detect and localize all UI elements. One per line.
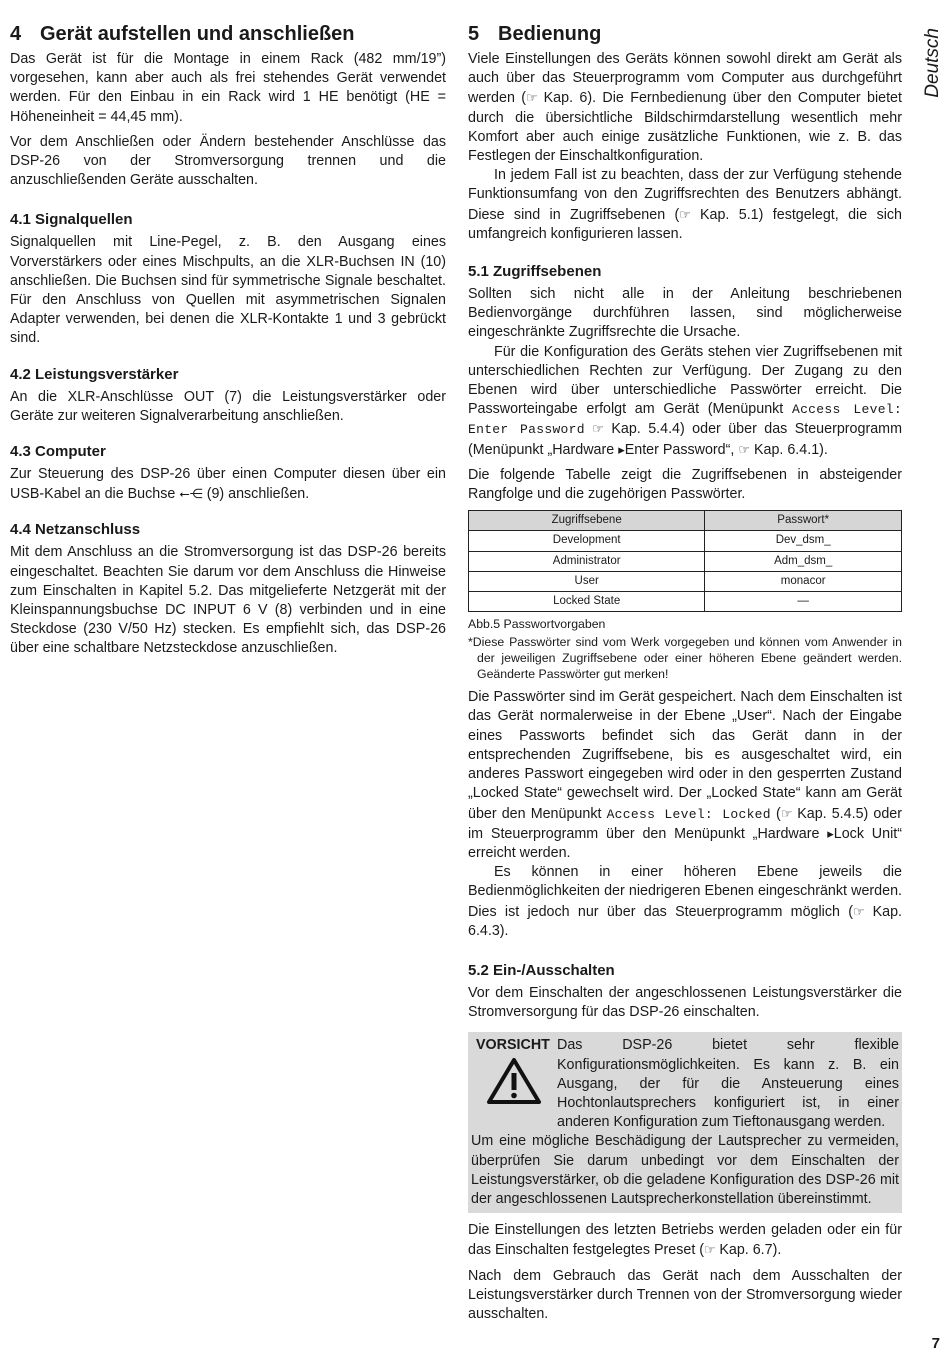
- table-caption: Abb.5 Passwortvorgaben: [468, 617, 606, 632]
- usb-icon: ⭠⋲: [179, 486, 203, 502]
- paragraph: Vor dem Einschalten der angeschlossenen Leistungsverstärker die Stromversorgung für das DSP-26 einschalten.: [468, 984, 902, 1021]
- text: Es können in einer höheren Ebene jeweils die Bedienmöglichkeiten der niedrigeren Ebenen eingeschränkt werden. Dies ist jedoch nur über das Steuerprogramm möglich (: [468, 864, 902, 920]
- text: (: [770, 805, 781, 822]
- paragraph: Die folgende Tabelle zeigt die Zugriffsebenen in absteigender Rangfolge und die zugehörigen Passwörter.: [468, 466, 902, 503]
- column-header: Zugriffsebene: [469, 511, 705, 531]
- warning-triangle-icon: [486, 1056, 542, 1106]
- menu-item-text: Access Level: Enter Password: [468, 402, 902, 438]
- caution-text: Das DSP-26 bietet sehr flexible Konfigurationsmöglichkeiten. Es kann z. B. ein Ausgang, der für die Ansteuerung eines Hochtonlautsprechers konfiguriert ist, in einer anderen Konfiguration zum Tieftonausgang werden.: [557, 1037, 899, 1131]
- table-cell: Development: [469, 531, 705, 551]
- section-4-heading: [10, 22, 446, 46]
- section-5-2-heading: 5.2 Ein-/Ausschalten: [468, 961, 615, 979]
- pointing-hand-icon: ☞: [852, 903, 873, 919]
- footnote: *Diese Passwörter sind vom Werk vorgegeben und können vom Anwender in der jeweiligen Zugriffsebene oder einer höheren Ebene geändert werden. Geänderte Passwörter gut merken!: [468, 635, 902, 682]
- paragraph: [468, 688, 902, 863]
- menu-item-text: Access Level: Locked: [606, 806, 771, 822]
- language-label: Deutsch: [922, 28, 943, 98]
- text: Die Passwörter sind im Gerät gespeichert. Nach dem Einschalten ist das Gerät normalerweise in der Ebene „User“. Nach der Eingabe eines Passworts befindet sich das Gerät dann in der entsprechenden Zugriffsebene, bis es ausgeschaltet wird, ein anderes Passwort eingegeben wird oder in den gesperrten Zustand „Locked State“ gewechselt wird. Der „Locked State“ kann am Gerät über den Menüpunkt: [468, 689, 902, 822]
- paragraph: Mit dem Anschluss an die Stromversorgung ist das DSP-26 bereits eingeschaltet. Beachten Sie darum vor dem Anschluss die Hinweise zum Einschalten in Kapitel 5.2. Das mitgelieferte Netzgerät mit der Kleinspannungsbuchse DC INPUT 6 V (8) verbinden und in eine Steckdose (230 V/50 Hz) stecken. Es empfiehlt sich, das DSP-26 über eine schaltbare Netzsteckdose anzuschließen.: [10, 544, 446, 657]
- pointing-hand-icon: ☞: [592, 421, 604, 437]
- text: Lock Unit“ erreicht werden.: [468, 825, 902, 861]
- table-cell: Adm_dsm_: [705, 551, 902, 571]
- right-column: [468, 22, 902, 1330]
- paragraph: Das Gerät ist für die Montage in einem Rack (482 mm/19”) vorgesehen, kann aber auch als frei stehendes Gerät verwendet werden. Für den Einbau in ein Rack wird 1 HE benötigt (HE = Höheneinheit = 44,45 mm).: [10, 51, 446, 125]
- table-cell: Locked State: [469, 592, 705, 612]
- text: Die Einstellungen des letzten Betriebs werden geladen oder ein für das Einschalten festgelegtes Preset (: [468, 1222, 902, 1259]
- table-row: [469, 551, 902, 571]
- paragraph: Signalquellen mit Line-Pegel, z. B. den Ausgang eines Vorverstärkers oder eines Mischpults, an die XLR-Buchsen IN (10) anschließen. Die Buchsen sind für symmetrische Signale beschaltet. Für den Anschluss von Quellen mit asymmetrischen Signalen Adapter verwenden, bei denen die XLR-Kontakte 1 und 3 gebrückt sind.: [10, 234, 446, 347]
- text: Viele Einstellungen des Geräts können sowohl direkt am Gerät als auch über das Steuerprogramm vom Computer aus durchgeführt werden (: [468, 51, 902, 107]
- section-title: Bedienung: [498, 23, 602, 45]
- text: (9) anschließen.: [206, 486, 310, 503]
- paragraph: [468, 343, 902, 460]
- table-row: [469, 592, 902, 612]
- table-cell: Dev_dsm_: [705, 531, 902, 551]
- text: Kap. 6.4.3).: [468, 903, 902, 939]
- pointing-hand-icon: ☞: [780, 805, 798, 821]
- pointing-hand-icon: ☞: [526, 90, 544, 106]
- section-4-3-heading: 4.3 Computer: [10, 443, 106, 461]
- section-4-4-heading: 4.4 Netzanschluss: [10, 521, 141, 539]
- section-title: Gerät aufstellen und anschließen: [40, 23, 355, 45]
- paragraph: Nach dem Gebrauch das Gerät nach dem Ausschalten der Leistungsverstärker durch Trennen von der Stromversorgung wieder ausschalten.: [468, 1267, 902, 1322]
- text: Kap. 6.7).: [719, 1242, 782, 1259]
- password-table: [468, 510, 902, 612]
- pointing-hand-icon: ☞: [738, 441, 750, 457]
- section-5-heading: [468, 22, 902, 46]
- table-cell: Administrator: [469, 551, 705, 571]
- table-cell: —: [705, 592, 902, 612]
- paragraph: Vor dem Anschließen oder Ändern bestehender Anschlüsse das DSP-26 von der Stromversorgung trennen und die anzuschließenden Geräte ausschalten.: [10, 133, 446, 189]
- section-4-2-heading: 4.2 Leistungsverstärker: [10, 365, 179, 383]
- text: Kap. 6). Die Fernbedienung über den Computer bietet durch die übersichtliche Bildschirmdarstellung wesentlich mehr Komfort aber auch einige zusätzliche Funktionen, wie z. B. das Festlegen der Einschaltkonfiguration.: [468, 90, 902, 165]
- paragraph: [468, 166, 902, 244]
- caution-text: Um eine mögliche Beschädigung der Lautsprecher zu vermeiden, überprüfen Sie darum unbedingt vor dem Einschalten der Leistungsverstärker, ob die geladene Konfiguration des DSP-26 mit der angeschlossenen Lautsprecherkonstellation übereinstimmt.: [471, 1133, 899, 1207]
- column-header: Passwort*: [705, 511, 902, 531]
- paragraph: [468, 50, 902, 166]
- table-cell: monacor: [705, 571, 902, 591]
- text: Kap. 5.4.5) oder im Steuerprogramm über den Menüpunkt „Hardware: [468, 805, 903, 842]
- pointing-hand-icon: ☞: [704, 1242, 720, 1258]
- text: Zur Steuerung des DSP-26 über einen Computer diesen über ein USB-Kabel an die Buchse: [10, 466, 446, 503]
- table-header-row: [469, 511, 902, 531]
- section-5-1-heading: 5.1 Zugriffsebenen: [468, 263, 602, 281]
- section-4-1-heading: 4.1 Signalquellen: [10, 211, 133, 229]
- text: Kap. 5.1) festgelegt, die sich umfangreich konfigurieren lassen.: [468, 206, 902, 242]
- pointing-hand-icon: ☞: [679, 206, 700, 222]
- table-cell: User: [469, 571, 705, 591]
- text: Kap. 6.4.1).: [750, 441, 828, 458]
- section-number: 5: [468, 23, 480, 45]
- paragraph: An die XLR-Anschlüsse OUT (7) die Leistungsverstärker oder Geräte zur weiteren Signalverarbeitung anschließen.: [10, 388, 446, 424]
- section-number: 4: [10, 23, 22, 45]
- paragraph: [468, 1221, 902, 1260]
- table-row: [469, 571, 902, 591]
- menu-arrow-icon: ▸: [618, 441, 625, 457]
- paragraph: Sollten sich nicht alle in der Anleitung beschriebenen Bedienvorgänge durchführen lassen, sind möglicherweise eingeschränkte Zugriffsrechte die Ursache.: [468, 286, 902, 341]
- left-column: [10, 22, 446, 665]
- paragraph: [10, 465, 446, 504]
- text: In jedem Fall ist zu beachten, dass der zur Verfügung stehende Funktionsumfang von den Zugriffsrechten des Benutzers abhängt. Diese sind in Zugriffsebenen (: [468, 167, 902, 223]
- text: Kap. 5.4.4) oder über das Steuerprogramm (Menüpunkt „Hardware: [468, 421, 902, 458]
- paragraph: [468, 863, 902, 941]
- caution-box: [468, 1032, 902, 1213]
- page-number: 7: [931, 1335, 940, 1352]
- menu-arrow-icon: ▸: [827, 825, 834, 841]
- text: Enter Password“,: [624, 441, 739, 458]
- text: Für die Konfiguration des Geräts stehen vier Zugriffsebenen mit unterschiedlichen Rechten zur Verfügung. Der Zugang zu den Ebenen wird über unterschiedliche Passwörter erreicht. Die Passworteingabe erfolgt am Gerät (Menüpunkt: [468, 343, 902, 418]
- table-row: [469, 531, 902, 551]
- caution-label: VORSICHT: [476, 1037, 550, 1054]
